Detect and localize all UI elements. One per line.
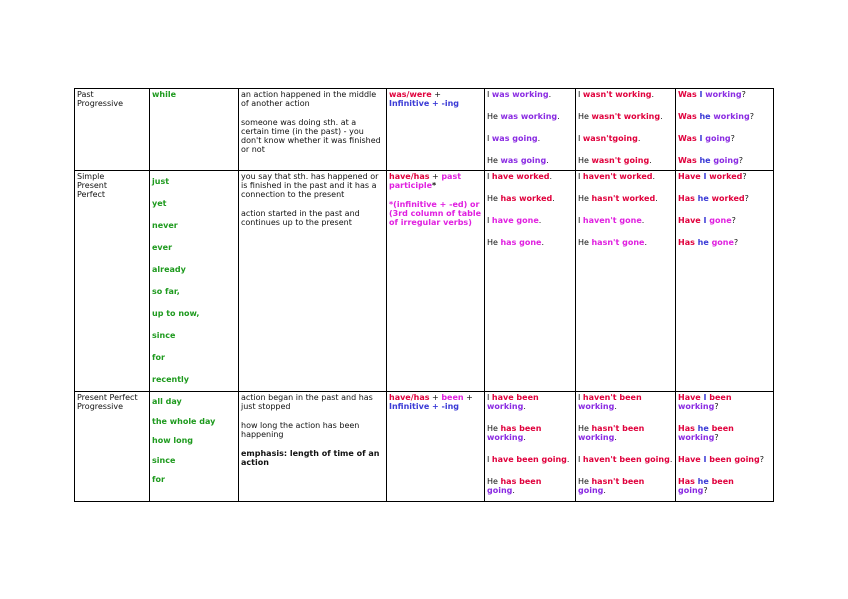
row-simple-present-perfect bbox=[75, 171, 774, 392]
example: I have been going. bbox=[487, 455, 570, 464]
signal-words bbox=[150, 171, 239, 392]
example: He wasn't working. bbox=[578, 112, 663, 121]
example-cont: going? bbox=[678, 486, 708, 495]
use-description: an action happened in the middle of another action someone was doing sth. at a certain time (in the past) - you don't know whether it was finished or not bbox=[239, 89, 387, 171]
use-description: action began in the past and has just stopped how long the action has been happening emphasis: length of time of an action bbox=[239, 392, 387, 502]
example: He has been bbox=[487, 424, 542, 433]
example: He hasn't been bbox=[578, 424, 645, 433]
example: He wasn't going. bbox=[578, 156, 652, 165]
signal-word: recently bbox=[152, 375, 190, 384]
example: He has been bbox=[487, 477, 542, 486]
row-present-perfect-progressive bbox=[75, 392, 774, 502]
example: He was working. bbox=[487, 112, 560, 121]
example: Have I been bbox=[678, 393, 732, 402]
example: He has gone. bbox=[487, 238, 545, 247]
question-examples bbox=[676, 392, 774, 502]
example-cont: working. bbox=[578, 433, 617, 442]
form: have/has + past participle* *(infinitive + -ed) or (3rd column of table of irregular verbs) bbox=[387, 171, 485, 392]
tense-name: Present Perfect Progressive bbox=[75, 392, 150, 502]
signal-word: for bbox=[152, 353, 165, 362]
example: I was working. bbox=[487, 90, 552, 99]
signal-words bbox=[150, 392, 239, 502]
signal-word: yet bbox=[152, 199, 167, 208]
example-cont: working. bbox=[578, 402, 617, 411]
example-cont: going. bbox=[578, 486, 606, 495]
example-cont: working? bbox=[678, 433, 719, 442]
example: I have worked. bbox=[487, 172, 553, 181]
signal-word: the whole day bbox=[152, 416, 216, 426]
form: have/has + been + Infinitive + -ing bbox=[387, 392, 485, 502]
signal-word: since bbox=[152, 455, 176, 465]
positive-examples bbox=[485, 392, 576, 502]
signal-word: already bbox=[152, 265, 186, 274]
tense-name: Past Progressive bbox=[75, 89, 150, 171]
example: I haven't worked. bbox=[578, 172, 656, 181]
example: I haven't been going. bbox=[578, 455, 673, 464]
signal-words bbox=[150, 89, 239, 171]
tense-name: Simple Present Perfect bbox=[75, 171, 150, 392]
example-cont: working. bbox=[487, 433, 526, 442]
example: He was going. bbox=[487, 156, 549, 165]
tense-table bbox=[74, 88, 774, 502]
signal-word: ever bbox=[152, 243, 173, 252]
signal-word: while bbox=[152, 90, 176, 99]
example: He has worked. bbox=[487, 194, 555, 203]
positive-examples bbox=[485, 89, 576, 171]
negative-examples bbox=[576, 392, 676, 502]
positive-examples bbox=[485, 171, 576, 392]
question-examples bbox=[676, 89, 774, 171]
question-examples bbox=[676, 171, 774, 392]
example-cont: working? bbox=[678, 402, 719, 411]
example: Has he worked? bbox=[678, 194, 749, 203]
negative-examples bbox=[576, 89, 676, 171]
form: was/were + Infinitive + -ing bbox=[387, 89, 485, 171]
example: I wasn'tgoing. bbox=[578, 134, 641, 143]
example: Has he gone? bbox=[678, 238, 739, 247]
example: Was he working? bbox=[678, 112, 754, 121]
example: Have I worked? bbox=[678, 172, 747, 181]
signal-word: since bbox=[152, 331, 176, 340]
example-cont: going. bbox=[487, 486, 515, 495]
signal-word: for bbox=[152, 475, 165, 484]
example: I haven't been bbox=[578, 393, 642, 402]
signal-word: how long bbox=[152, 436, 194, 445]
example: I have been bbox=[487, 393, 539, 402]
example: Was he going? bbox=[678, 156, 744, 165]
signal-word: never bbox=[152, 221, 178, 230]
negative-examples bbox=[576, 171, 676, 392]
example: He hasn't gone. bbox=[578, 238, 647, 247]
example: I was going. bbox=[487, 134, 541, 143]
example: I wasn't working. bbox=[578, 90, 655, 99]
example: Has he been bbox=[678, 477, 734, 486]
example: Was I working? bbox=[678, 90, 746, 99]
example: I haven't gone. bbox=[578, 216, 645, 225]
example: Have I gone? bbox=[678, 216, 736, 225]
signal-word: just bbox=[152, 177, 170, 186]
example: Has he been bbox=[678, 424, 734, 433]
signal-word: so far, bbox=[152, 287, 180, 296]
example: Was I going? bbox=[678, 134, 735, 143]
signal-word: all day bbox=[152, 397, 182, 406]
example: He hasn't worked. bbox=[578, 194, 658, 203]
use-description: you say that sth. has happened or is finished in the past and it has a connection to the present action started in the past and continues up to the present bbox=[239, 171, 387, 392]
signal-word: up to now, bbox=[152, 309, 200, 318]
example-cont: working. bbox=[487, 402, 526, 411]
row-past-progressive bbox=[75, 89, 774, 171]
example: He hasn't been bbox=[578, 477, 645, 486]
example: Have I been going? bbox=[678, 455, 764, 464]
example: I have gone. bbox=[487, 216, 542, 225]
